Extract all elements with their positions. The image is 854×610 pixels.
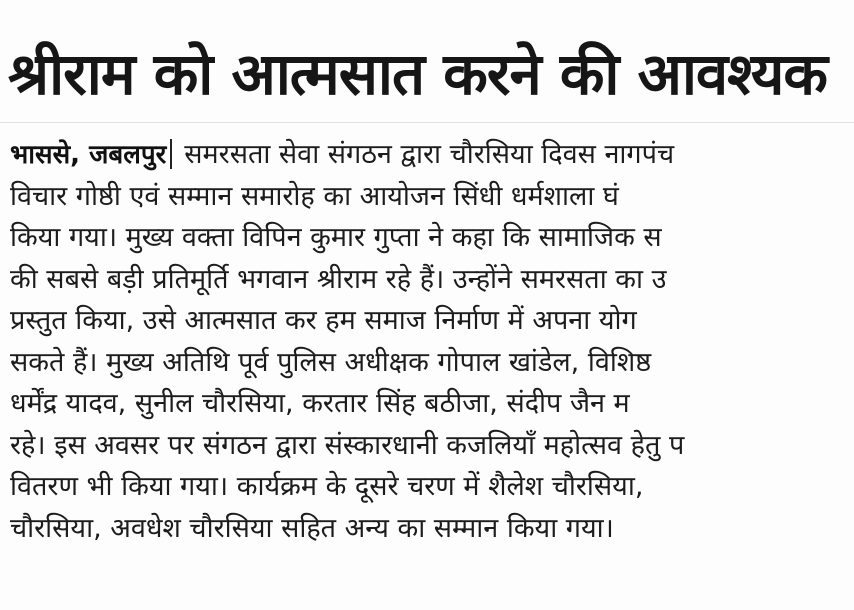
article-line-9: वितरण भी किया गया। कार्यक्रम के दूसरे चरण में शैलेश चौरसिया, — [10, 471, 644, 502]
article-line-8: रहे। इस अवसर पर संगठन द्वारा संस्कारधानी कजलियाँ महोत्सव हेतु प — [10, 429, 685, 461]
article-dateline: भाससे, जबलपुर — [10, 140, 167, 170]
article-line-2: विचार गोष्ठी एवं सम्मान समारोह का आयोजन सिंधी धर्मशाला घं — [10, 180, 619, 212]
headline-divider — [0, 122, 854, 123]
article-line-4: की सबसे बड़ी प्रतिमूर्ति भगवान श्रीराम रहे हैं। उन्होंने समरसता का उ — [10, 263, 667, 295]
dateline-separator — [170, 139, 172, 169]
article-line-5: प्रस्तुत किया, उसे आत्मसात कर हम समाज निर्माण में अपना योग — [10, 305, 637, 336]
article-line-7: धर्मेंद्र यादव, सुनील चौरसिया, करतार सिंह बठीजा, संदीप जैन म — [10, 388, 630, 419]
article-headline: श्रीराम को आत्मसात करने की आवश्यक — [8, 40, 827, 108]
article-line-text: समरसता सेवा संगठन द्वारा चौरसिया दिवस नागपंच — [184, 139, 675, 170]
article-line-6: सकते हैं। मुख्य अतिथि पूर्व पुलिस अधीक्षक गोपाल खांडेल, विशिष्ठ — [10, 346, 652, 378]
article-body — [10, 134, 854, 549]
article-line-1 — [10, 134, 854, 176]
article-line-3: किया गया। मुख्य वक्ता विपिन कुमार गुप्ता ने कहा कि सामाजिक स — [10, 222, 662, 253]
article-line-10: चौरसिया, अवधेश चौरसिया सहित अन्य का सम्मान किया गया। — [10, 512, 614, 544]
